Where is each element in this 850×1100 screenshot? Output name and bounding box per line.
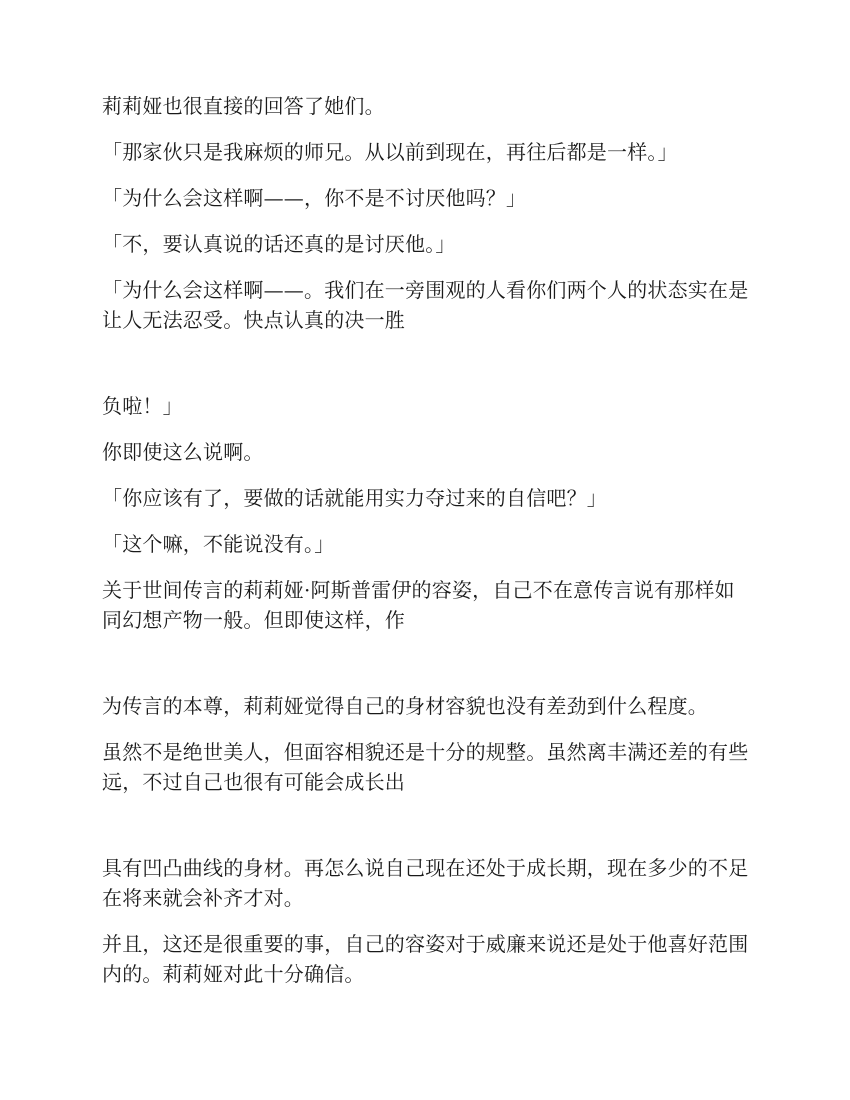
paragraph-3: 「为什么会这样啊——，你不是不讨厌他吗？」 (102, 186, 527, 210)
document-body (102, 91, 750, 989)
paragraph-4: 「不，要认真说的话还真的是讨厌他。」 (102, 232, 456, 256)
paragraph-14: 并且，这还是很重要的事，自己的容姿对于威廉来说还是处于他喜好范围内的。莉莉娅对此十分确信。 (102, 932, 749, 986)
paragraph-13: 具有凹凸曲线的身材。再怎么说自己现在还处于成长期，现在多少的不足在将来就会补齐才对。 (102, 856, 749, 910)
paragraph-7: 你即使这么说啊。 (102, 440, 264, 464)
paragraph-11: 为传言的本尊，莉莉娅觉得自己的身材容貌也没有差劲到什么程度。 (102, 694, 708, 718)
paragraph-2: 「那家伙只是我麻烦的师兄。从以前到现在，再往后都是一样。」 (102, 140, 678, 164)
paragraph-9: 「这个嘛，不能说没有。」 (102, 532, 335, 556)
paragraph-12: 虽然不是绝世美人，但面容相貌还是十分的规整。虽然离丰满还差的有些远，不过自己也很有可能会成长出 (102, 740, 749, 794)
paragraph-6: 负啦！」 (102, 394, 183, 418)
paragraph-5: 「为什么会这样啊——。我们在一旁围观的人看你们两个人的状态实在是让人无法忍受。快点认真的决一胜 (102, 278, 749, 332)
paragraph-1: 莉莉娅也很直接的回答了她们。 (102, 94, 385, 118)
paragraph-8: 「你应该有了，要做的话就能用实力夺过来的自信吧？」 (102, 486, 607, 510)
paragraph-10: 关于世间传言的莉莉娅·阿斯普雷伊的容姿，自己不在意传言说有那样如同幻想产物一般。但即使这样，作 (102, 578, 735, 632)
